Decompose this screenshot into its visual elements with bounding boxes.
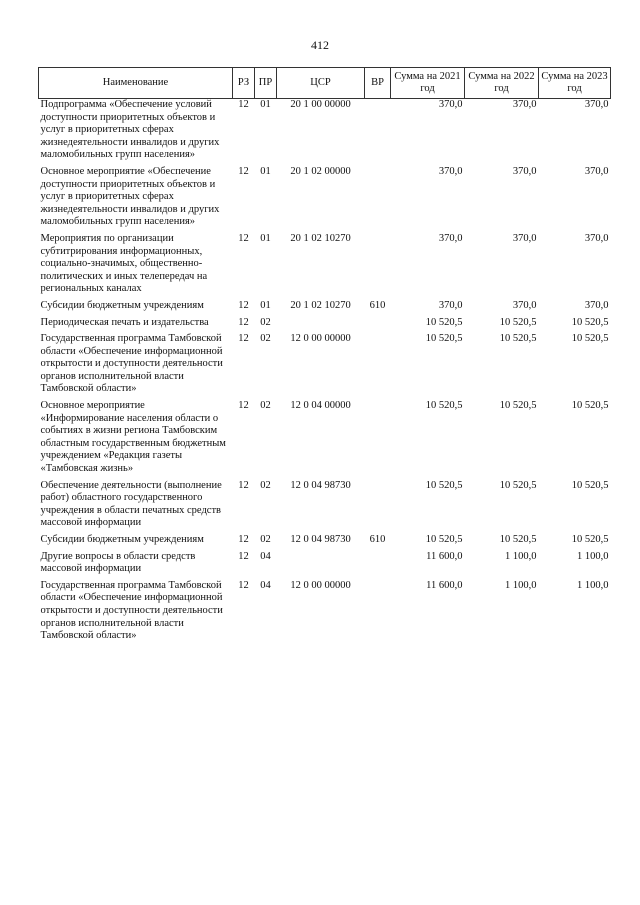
row-rz: 12 xyxy=(238,232,249,244)
row-vr xyxy=(365,580,391,647)
row-csr: 12 0 00 00000 xyxy=(290,579,351,591)
header-sum-2023: Сумма на 2023 год xyxy=(539,68,611,99)
row-name: Обеспечение деятельности (выполнение работ) областного государственного учреждения в области печатных средств массовой информации xyxy=(40,479,222,529)
row-rz: 12 xyxy=(238,534,249,545)
row-name: Другие вопросы в области средств массовой информации xyxy=(40,550,196,575)
row-vr xyxy=(365,166,391,233)
row-name: Субсидии бюджетным учреждениям xyxy=(40,299,204,311)
row-pr: 02 xyxy=(260,316,271,328)
row-sum-2021: 370,0 xyxy=(438,99,463,110)
row-pr: 04 xyxy=(260,550,271,562)
row-sum-2021: 10 520,5 xyxy=(425,479,463,491)
header-sum-2022: Сумма на 2022 год xyxy=(465,68,539,99)
row-sum-2021: 370,0 xyxy=(438,232,463,244)
table-row xyxy=(39,300,611,317)
row-pr: 02 xyxy=(260,333,271,345)
budget-table xyxy=(38,67,611,647)
table-row xyxy=(39,317,611,334)
table-row xyxy=(39,551,611,580)
row-name: Периодическая печать и издательства xyxy=(40,316,209,328)
row-csr: 20 1 02 00000 xyxy=(290,165,351,177)
row-sum-2022: 10 520,5 xyxy=(499,400,537,412)
row-name: Основное мероприятие «Обеспечение доступности приоритетных объектов и услуг в приоритетных сферах жизнедеятельности инвалидов и других маломобильных групп населения» xyxy=(40,165,220,228)
table-row xyxy=(39,333,611,400)
row-sum-2022: 10 520,5 xyxy=(499,534,537,545)
row-pr: 02 xyxy=(260,479,271,491)
row-name: Подпрограмма «Обеспечение условий доступности приоритетных объектов и услуг в приоритетных сферах жизнедеятельности инвалидов и других маломобильных групп населения» xyxy=(40,99,220,161)
header-rz: РЗ xyxy=(233,68,255,99)
row-pr: 02 xyxy=(260,534,271,545)
table-row xyxy=(39,400,611,480)
header-vr: ВР xyxy=(365,68,391,99)
row-name: Мероприятия по организации субтитрирования информационных, социально-значимых, общественно-политических и иных телепередач на региональных каналах xyxy=(40,232,208,295)
row-rz: 12 xyxy=(238,400,249,412)
row-vr: 610 xyxy=(369,534,386,545)
row-sum-2021: 370,0 xyxy=(438,165,463,177)
row-rz: 12 xyxy=(238,333,249,345)
row-sum-2021: 370,0 xyxy=(438,299,463,311)
row-csr: 12 0 04 98730 xyxy=(290,479,351,491)
table-row xyxy=(39,166,611,233)
row-sum-2022: 370,0 xyxy=(512,165,537,177)
row-vr xyxy=(365,551,391,580)
row-csr: 12 0 00 00000 xyxy=(290,333,351,345)
row-csr xyxy=(277,551,365,580)
row-rz: 12 xyxy=(238,316,249,328)
row-rz: 12 xyxy=(238,99,249,110)
row-sum-2021: 11 600,0 xyxy=(426,579,463,591)
table-row xyxy=(39,99,611,166)
row-pr: 01 xyxy=(260,232,271,244)
row-sum-2021: 10 520,5 xyxy=(425,400,463,412)
row-rz: 12 xyxy=(238,550,249,562)
row-sum-2023: 370,0 xyxy=(584,165,609,177)
row-sum-2022: 1 100,0 xyxy=(505,579,537,591)
header-sum-2021: Сумма на 2021 год xyxy=(391,68,465,99)
table-row xyxy=(39,480,611,534)
row-sum-2021: 10 520,5 xyxy=(425,316,463,328)
row-csr: 12 0 04 00000 xyxy=(290,400,351,412)
table-header-row xyxy=(39,68,611,99)
row-sum-2021: 10 520,5 xyxy=(425,534,463,545)
row-sum-2023: 10 520,5 xyxy=(571,316,609,328)
row-pr: 01 xyxy=(260,99,271,110)
header-pr: ПР xyxy=(255,68,277,99)
page-number: 412 xyxy=(311,38,329,52)
table-row xyxy=(39,580,611,647)
row-csr xyxy=(277,317,365,334)
row-csr: 20 1 00 00000 xyxy=(290,99,351,110)
row-name: Государственная программа Тамбовской области «Обеспечение информационной открытости и доступности деятельности органов исполнительной власти Тамбовской области» xyxy=(40,333,223,395)
row-sum-2022: 370,0 xyxy=(512,99,537,110)
row-sum-2023: 1 100,0 xyxy=(577,550,609,562)
row-sum-2023: 370,0 xyxy=(584,232,609,244)
row-rz: 12 xyxy=(238,479,249,491)
row-vr: 610 xyxy=(369,299,386,311)
row-name: Основное мероприятие «Информирование населения области о событиях в жизни региона Тамбовским областным государственным бюджетным учреждением «Редакция газеты «Тамбовская жизнь» xyxy=(40,400,226,475)
row-name: Субсидии бюджетным учреждениям xyxy=(40,534,204,545)
row-sum-2022: 370,0 xyxy=(512,299,537,311)
row-sum-2021: 11 600,0 xyxy=(426,550,463,562)
row-vr xyxy=(365,99,391,166)
row-rz: 12 xyxy=(238,579,249,591)
row-sum-2022: 370,0 xyxy=(512,232,537,244)
row-rz: 12 xyxy=(238,299,249,311)
row-sum-2023: 370,0 xyxy=(584,99,609,110)
row-vr xyxy=(365,480,391,534)
table-row xyxy=(39,534,611,551)
row-sum-2023: 10 520,5 xyxy=(571,400,609,412)
row-csr: 20 1 02 10270 xyxy=(290,299,351,311)
row-pr: 04 xyxy=(260,579,271,591)
row-pr: 01 xyxy=(260,165,271,177)
row-rz: 12 xyxy=(238,165,249,177)
row-vr xyxy=(365,400,391,480)
row-sum-2022: 10 520,5 xyxy=(499,316,537,328)
row-sum-2023: 10 520,5 xyxy=(571,534,609,545)
row-csr: 12 0 04 98730 xyxy=(290,534,351,545)
row-vr xyxy=(365,333,391,400)
row-sum-2023: 1 100,0 xyxy=(577,579,609,591)
row-sum-2022: 10 520,5 xyxy=(499,479,537,491)
row-vr xyxy=(365,233,391,300)
row-vr xyxy=(365,317,391,334)
table-row xyxy=(39,233,611,300)
row-sum-2023: 370,0 xyxy=(584,299,609,311)
row-sum-2022: 1 100,0 xyxy=(505,550,537,562)
row-sum-2022: 10 520,5 xyxy=(499,333,537,345)
header-csr: ЦСР xyxy=(277,68,365,99)
row-csr: 20 1 02 10270 xyxy=(290,232,351,244)
table-body xyxy=(39,99,611,647)
row-name: Государственная программа Тамбовской области «Обеспечение информационной открытости и доступности деятельности органов исполнительной власти Тамбовской области» xyxy=(40,579,223,642)
row-sum-2023: 10 520,5 xyxy=(571,479,609,491)
row-pr: 01 xyxy=(260,299,271,311)
header-name: Наименование xyxy=(39,68,233,99)
row-sum-2023: 10 520,5 xyxy=(571,333,609,345)
row-sum-2021: 10 520,5 xyxy=(425,333,463,345)
row-pr: 02 xyxy=(260,400,271,412)
